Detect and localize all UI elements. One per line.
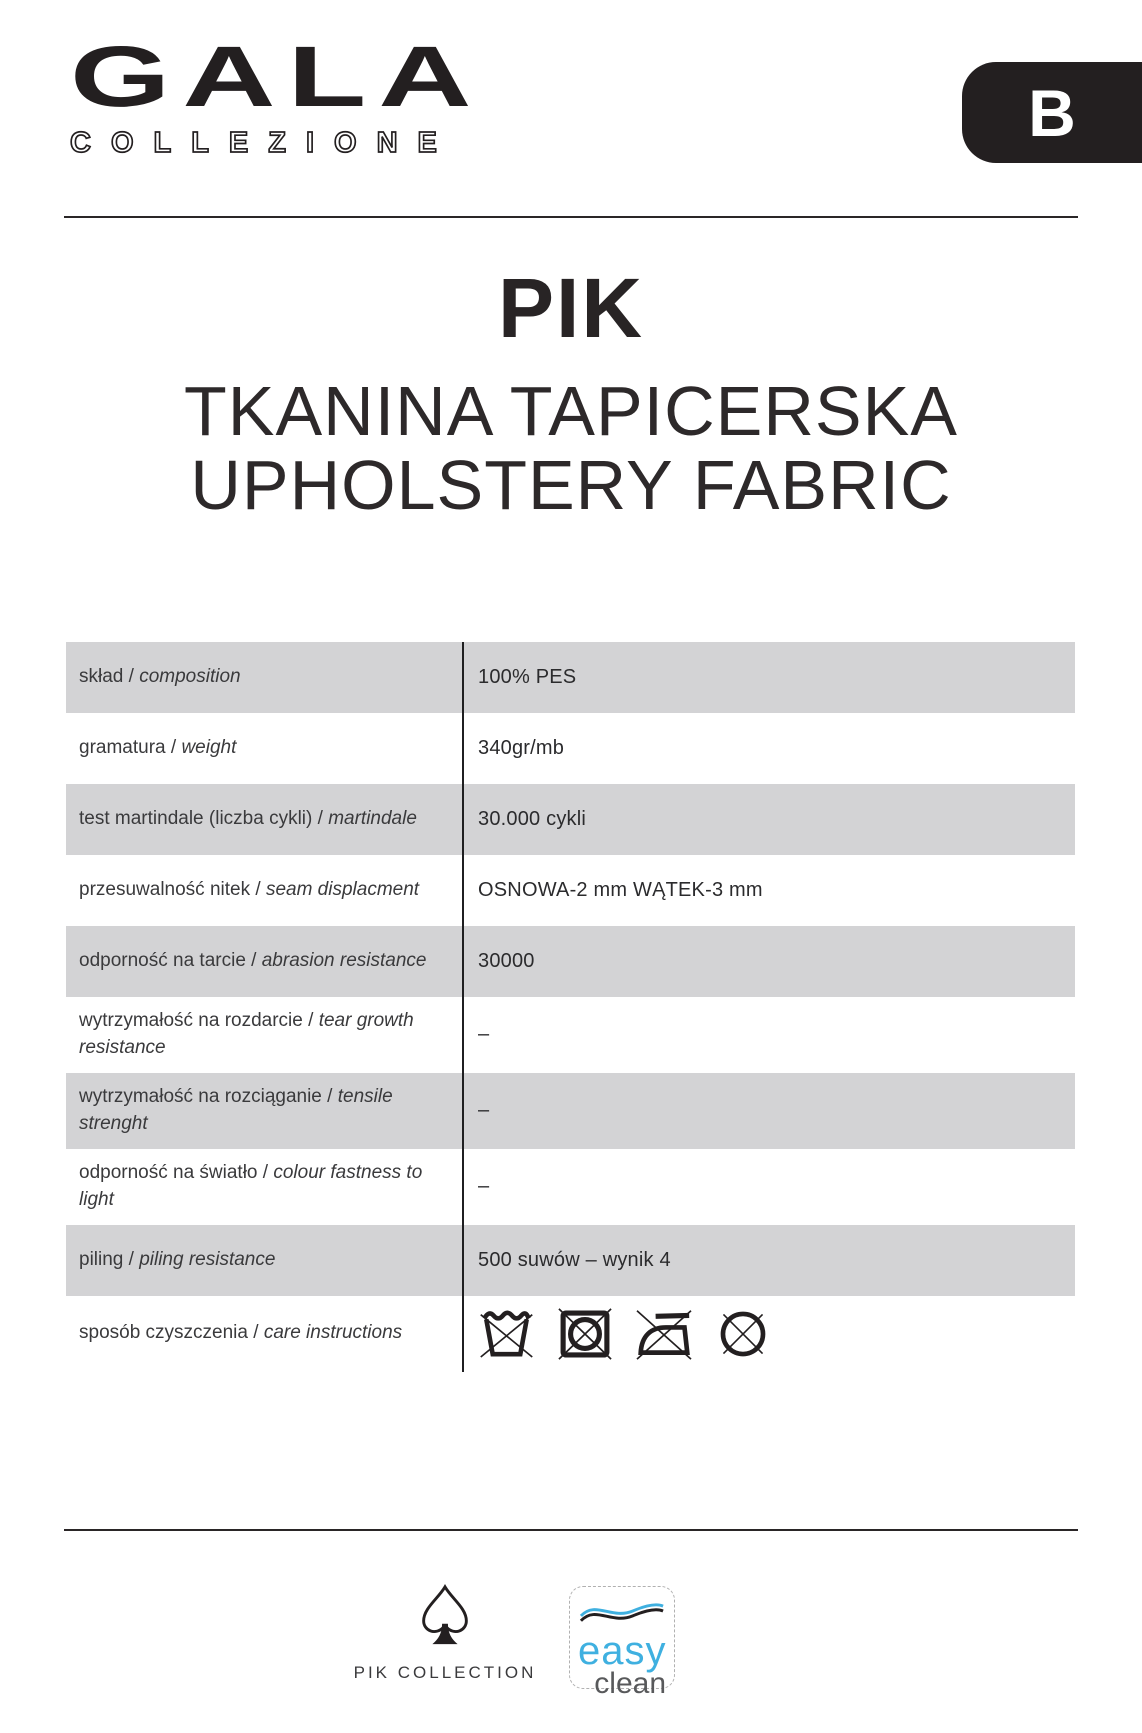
product-title: PIK bbox=[497, 261, 645, 355]
gala-wordmark: GALA bbox=[70, 29, 484, 125]
subtitle-english: UPHOLSTERY FABRIC bbox=[190, 446, 952, 525]
row-label: odporność na tarcie / abrasion resistance bbox=[79, 950, 427, 972]
category-b-badge: B bbox=[962, 62, 1142, 163]
row-value-care-icons bbox=[462, 1296, 1075, 1372]
row-label: skład / composition bbox=[79, 666, 241, 688]
row-value: – bbox=[478, 1099, 490, 1122]
table-row-seam-displacement bbox=[66, 855, 1075, 926]
row-label: test martindale (liczba cykli) / martindale bbox=[79, 808, 417, 830]
easy-clean-word-clean: clean bbox=[594, 1667, 666, 1700]
table-row-light-fastness bbox=[66, 1149, 1075, 1225]
row-label: wytrzymałość na rozciąganie / tensile strenght bbox=[79, 1085, 393, 1134]
table-row-abrasion-resistance bbox=[66, 926, 1075, 997]
row-label: sposób czyszczenia / care instructions bbox=[79, 1322, 403, 1344]
table-row-tensile-strength bbox=[66, 1073, 1075, 1149]
do-not-iron-icon bbox=[635, 1307, 693, 1361]
row-value: – bbox=[478, 1023, 490, 1046]
row-value: OSNOWA-2 mm WĄTEK-3 mm bbox=[478, 879, 763, 901]
row-label: piling / piling resistance bbox=[79, 1248, 276, 1270]
row-label: wytrzymałość na rozdarcie / tear growth resistance bbox=[79, 1010, 414, 1058]
row-value: – bbox=[478, 1175, 490, 1198]
bottom-divider-rule bbox=[64, 1529, 1078, 1531]
easy-clean-logo bbox=[569, 1586, 675, 1700]
row-value: 30000 bbox=[478, 950, 535, 972]
care-symbols bbox=[478, 1307, 770, 1361]
do-not-tumble-dry-icon bbox=[558, 1307, 612, 1361]
row-value: 100% PES bbox=[478, 666, 577, 688]
easy-clean-word-easy: easy bbox=[578, 1629, 667, 1673]
top-divider-rule bbox=[64, 216, 1078, 218]
table-row-composition bbox=[66, 642, 1075, 713]
table-row-care-instructions bbox=[66, 1296, 1075, 1372]
table-row-pilling bbox=[66, 1225, 1075, 1296]
row-value: 500 suwów – wynik 4 bbox=[478, 1248, 671, 1271]
collezione-wordmark: COLLEZIONE bbox=[70, 127, 457, 160]
pik-collection-logo bbox=[352, 1584, 538, 1683]
row-label: gramatura / weight bbox=[79, 737, 237, 759]
row-label: przesuwalność nitek / seam displacment bbox=[79, 879, 420, 901]
spec-table bbox=[66, 642, 1075, 1372]
table-row-weight bbox=[66, 713, 1075, 784]
do-not-wash-icon bbox=[478, 1307, 535, 1361]
row-value: 340gr/mb bbox=[478, 737, 565, 759]
gala-collezione-logo bbox=[70, 29, 484, 160]
title-block bbox=[0, 261, 1142, 525]
row-label: odporność na światło / colour fastness to light bbox=[79, 1161, 423, 1210]
subtitle-polish: TKANINA TAPICERSKA bbox=[184, 372, 958, 450]
spade-icon bbox=[415, 1584, 475, 1650]
table-row-tear-growth bbox=[66, 997, 1075, 1073]
collection-label: PIK COLLECTION bbox=[353, 1663, 537, 1682]
row-value: 30.000 cykli bbox=[478, 808, 587, 830]
wave-icon bbox=[578, 1598, 666, 1624]
table-row-martindale bbox=[66, 784, 1075, 855]
do-not-dry-clean-icon bbox=[716, 1307, 770, 1361]
column-divider-line bbox=[462, 642, 464, 1372]
